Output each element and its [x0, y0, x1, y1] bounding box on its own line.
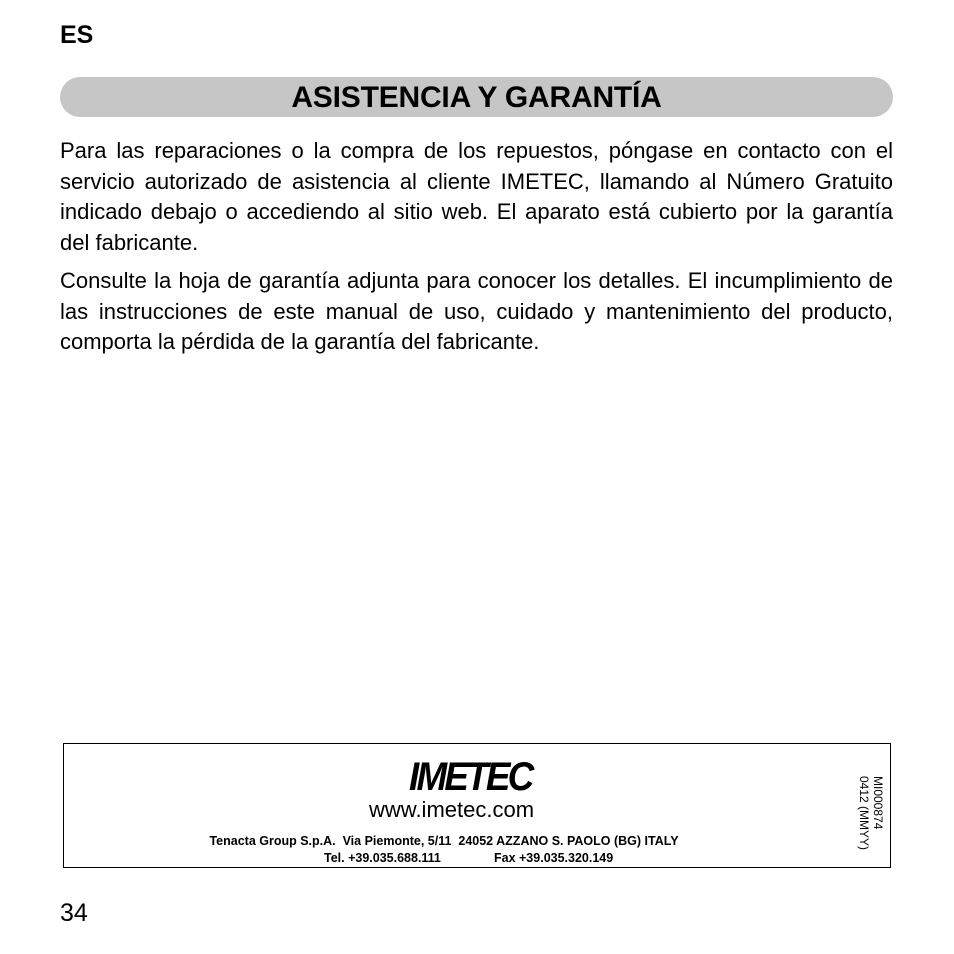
body-text — [60, 136, 893, 366]
imetec-logo: IMETEC — [409, 755, 532, 799]
section-title: ASISTENCIA Y GARANTÍA — [60, 77, 893, 117]
language-label: ES — [60, 21, 94, 49]
fax-number: Fax +39.035.320.149 — [494, 851, 614, 865]
telephone-number: Tel. +39.035.688.111 — [324, 851, 441, 865]
paragraph-2: Consulte la hoja de garantía adjunta para conocer los detalles. El incumplimiento de las instrucciones de este manual de uso, cuidado y mantenimiento del producto, comporta la pérdida de la garantía del fabricante. — [60, 268, 893, 354]
document-code — [857, 776, 885, 850]
website-url[interactable]: www.imetec.com — [369, 797, 535, 822]
paragraph-1: Para las reparaciones o la compra de los repuestos, póngase en contacto con el servicio autorizado de asistencia al cliente IMETEC, llamando al Número Gratuito indicado debajo o accediendo al sitio web. El aparato está cubierto por la garantía del fabricante. — [60, 138, 893, 255]
company-address: Tenacta Group S.p.A. Via Piemonte, 5/11 24052 AZZANO S. PAOLO (BG) ITALY — [209, 834, 679, 848]
footer-box — [63, 743, 891, 868]
document-code-line-2: 0412 (MMYY) — [857, 776, 871, 851]
page-number: 34 — [60, 899, 88, 927]
document-code-line-1: MI000874 — [871, 776, 885, 830]
